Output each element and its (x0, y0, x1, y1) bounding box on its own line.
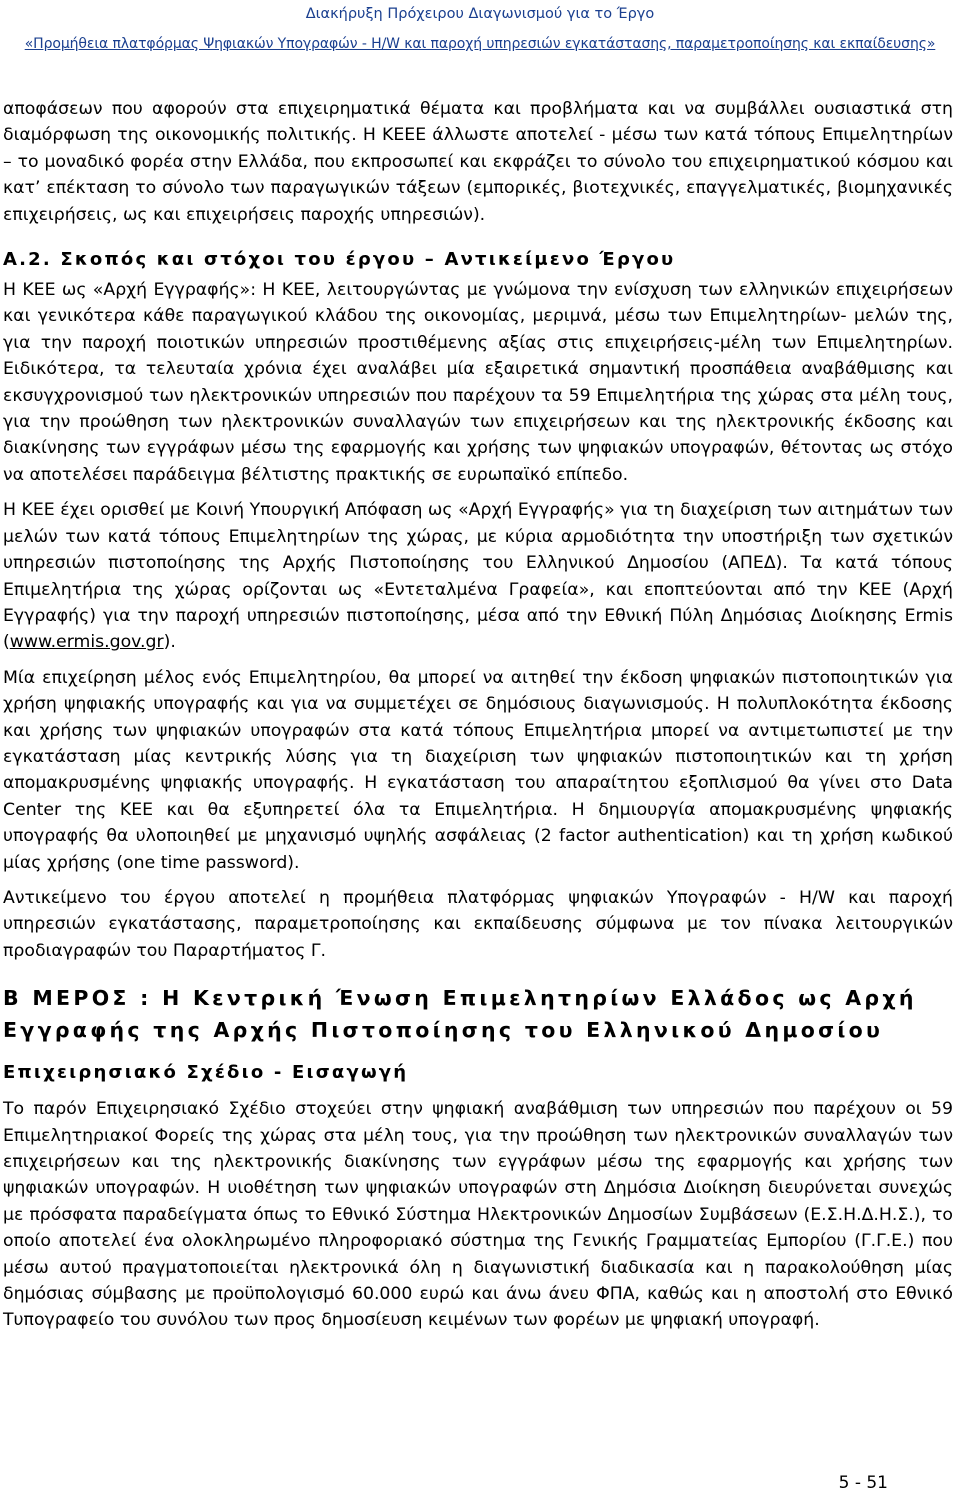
page-number: 5 - 51 (838, 1473, 888, 1493)
section-a2-heading: Α.2. Σκοπός και στόχοι του έργου – Αντικείμενο Έργου (3, 249, 676, 271)
ermis-link[interactable]: www.ermis.gov.gr (9, 632, 164, 653)
section-a2-paragraph-2 (3, 497, 953, 655)
paragraph-text: ). (163, 632, 176, 653)
section-a2-paragraph-4: Αντικείμενο του έργου αποτελεί η προμήθεια πλατφόρμας ψηφιακών Υπογραφών - H/W και παροχή υπηρεσιών εγκατάστασης, παραμετροποίησης και εκπαίδευσης σύμφωνα με τον πίνακα λειτουργικών προδιαγραφών του Παραρτήματος Γ. (3, 887, 953, 961)
intro-paragraph: αποφάσεων που αφορούν στα επιχειρηματικά θέματα και προβλήματα και να συμβάλλει ουσιαστικά στη διαμόρφωση της οικονομικής πολιτικής. Η ΚΕΕΕ άλλωστε αποτελεί - μέσω των κατά τόπους Επιμελητηρίων – το μοναδικό φορέα στην Ελλάδα, που εκπροσωπεί και εκφράζει το σύνολο του επιχειρηματικού κόσμου και κατ’ επέκταση το σύνολο των παραγωγικών τάξεων (εμπορικές, βιοτεχνικές, επαγγελματικές, βιομηχανικές επιχειρήσεις, ως και επιχειρήσεις παροχής υπηρεσιών). (3, 99, 953, 225)
part-b-paragraph-1: Το παρόν Επιχειρησιακό Σχέδιο στοχεύει στην ψηφιακή αναβάθμιση των υπηρεσιών που παρέχουν οι 59 Επιμελητηριακοί Φορείς της χώρας στα μέλη τους, για την προώθηση των ηλεκτρονικών συναλλαγών των επιχειρήσεων και της ηλεκτρονικής διακίνησης των εγγράφων μέσω της εφαρμογής και χρήσης των ψηφιακών υπογραφών. Η υιοθέτηση των ψηφιακών υπογραφών στη Δημόσια Διοίκηση διευρύνεται συνεχώς με πρόσφατα παραδείγματα όπως το Εθνικό Σύστημα Ηλεκτρονικών Δημοσίων Συμβάσεων (Ε.Σ.Η.Δ.Η.Σ.), το οποίο αποτελεί ένα ολοκληρωμένο πληροφοριακό σύστημα της Γενικής Γραμματείας Εμπορίου (Γ.Γ.Ε.) που μέσω αυτού πραγματοποιείται ηλεκτρονικά όλη η διαγωνιστική διαδικασία και η παρακολούθηση μίας δημόσιας σύμβασης με προϋπολογισμό 60.000 ευρώ και άνω άνευ ΦΠΑ, καθώς και η αποστολή στο Εθνικό Τυπογραφείο του συνόλου των προς δημοσίευση κειμένων των φορέων με ψηφιακή υπογραφή. (3, 1099, 953, 1331)
part-b-heading: Β ΜΕΡΟΣ : Η Κεντρική Ένωση Επιμελητηρίων Ελλάδος ως Αρχή Εγγραφής της Αρχής Πιστοποίησης του Ελληνικού Δημοσίου (3, 986, 917, 1043)
part-b-subheading: Επιχειρησιακό Σχέδιο - Εισαγωγή (3, 1062, 409, 1084)
header-subtitle: «Προμήθεια πλατφόρμας Ψηφιακών Υπογραφών - H/W και παροχή υπηρεσιών εγκατάστασης, παραμετροποίησης και εκπαίδευσης» (24, 36, 936, 52)
document-body (3, 96, 953, 1334)
paragraph-text: Η ΚΕΕ έχει ορισθεί με Κοινή Υπουργική Απόφαση ως «Αρχή Εγγραφής» για τη διαχείριση των αιτημάτων των μελών των κατά τόπους Επιμελητηρίων της χώρας, με κύρια αρμοδιότητα την υποστήριξη των σχετικών υπηρεσιών πιστοποίησης της Αρχής Πιστοποίησης του Ελληνικού Δημοσίου (ΑΠΕΔ). Τα κατά τόπους Επιμελητήρια της χώρας ορίζονται ως «Εντεταλμένα Γραφεία», και εποπτεύονται από την ΚΕΕ (Αρχή Εγγραφής) για την παροχή υπηρεσιών πιστοποίησης, μέσα από την Εθνική Πύλη Δημόσιας Διοίκησης Ermis ( (3, 500, 953, 653)
section-a2-paragraph-3: Μία επιχείρηση μέλος ενός Επιμελητηρίου, θα μπορεί να αιτηθεί την έκδοση ψηφιακών πιστοποιητικών για χρήση ψηφιακής υπογραφής και για να συμμετέχει σε δημόσιους διαγωνισμούς. Η πολυπλοκότητα έκδοσης και χρήσης των ψηφιακών υπογραφών στα κατά τόπους Επιμελητήρια μπορεί να αντιμετωπιστεί με την εγκατάσταση μίας κεντρικής λύσης για τη διαχείριση των ψηφιακών πιστοποιητικών και τη χρήση απομακρυσμένης ψηφιακής υπογραφής. Η εγκατάσταση του απαραίτητου εξοπλισμού θα γίνει στο Data Center της ΚΕΕ και θα εξυπηρετεί όλα τα Επιμελητήρια. Η δημιουργία απομακρυσμένης ψηφιακής υπογραφής θα υλοποιηθεί με μηχανισμό υψηλής ασφάλειας (2 factor authentication) και τη χρήση κωδικού μίας χρήσης (one time password). (3, 667, 953, 873)
header-title: Διακήρυξη Πρόχειρου Διαγωνισμού για το Έργο (305, 6, 655, 22)
section-a2-paragraph-1: Η ΚΕΕ ως «Αρχή Εγγραφής»: Η ΚΕΕ, λειτουργώντας με γνώμονα την ενίσχυση των ελληνικών επιχειρήσεων και γενικότερα κάθε παραγωγικού κλάδου της οικονομίας, μεριμνά, μέσω των Επιμελητηρίων- μελών της, για την παροχή ποιοτικών υπηρεσιών προστιθέμενης αξίας στις επιχειρήσεις-μέλη των Επιμελητηρίων. Ειδικότερα, τα τελευταία χρόνια έχει αναλάβει μία εξαιρετικά σημαντική προσπάθεια αναβάθμισης και εκσυγχρονισμού των ηλεκτρονικών υπηρεσιών που παρέχουν τα 59 Επιμελητήρια της χώρας στα μέλη τους, για την προώθηση των ηλεκτρονικών συναλλαγών των επιχειρήσεων και της ηλεκτρονικής έκδοσης και διακίνησης των εγγράφων μέσω της εφαρμογής και χρήσης των ψηφιακών υπογραφών, θέτοντας ως στόχο να αποτελέσει παράδειγμα βέλτιστης πρακτικής σε ευρωπαϊκό επίπεδο. (3, 280, 953, 485)
